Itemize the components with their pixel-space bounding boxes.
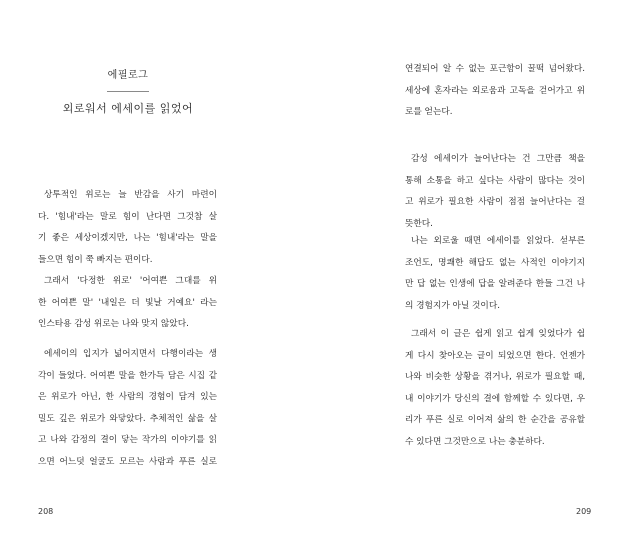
text-line: 수 있다면 그것만으로 나는 충분하다. — [405, 436, 545, 447]
text-line: 상투적인 위로는 늘 반감을 사기 마련이 — [44, 190, 217, 200]
text-line: 감성 에세이가 늘어난다는 건 그만큼 책을 — [411, 154, 585, 164]
right-paragraph-2 — [405, 149, 585, 235]
text-line: 한 어여쁜 말' '내일은 더 빛날 거예요' 라는 — [38, 297, 217, 308]
right-page — [312, 0, 624, 533]
left-paragraph-2 — [38, 344, 217, 473]
text-line: 연결되어 알 수 없는 포근함이 꿀떡 넘어왔다. — [405, 64, 585, 74]
text-line: 인스타용 감성 위로는 나와 맞지 않았다. — [38, 319, 189, 329]
chapter-subtitle: 외로워서 에세이를 읽었어 — [62, 102, 194, 115]
page-number: 209 — [576, 507, 592, 516]
text-line: 통해 소통을 하고 싶다는 사람이 많다는 것이 — [405, 175, 585, 186]
text-line: 그래서 '다정한 위로' '어여쁜 그대를 위 — [44, 276, 217, 286]
text-line: 고 나와 감정의 결이 닿는 작가의 이야기를 읽 — [38, 435, 217, 445]
text-line: 에세이의 입지가 넓어지면서 다행이라는 생 — [44, 349, 217, 359]
text-line: 으면 어느덧 얼굴도 모르는 사람과 푸른 실로 — [38, 456, 217, 467]
right-paragraph-4 — [405, 324, 585, 453]
right-paragraph-3 — [405, 231, 585, 317]
text-line: 세상에 혼자라는 외로움과 고독을 걷어가고 위 — [405, 85, 585, 96]
page-number: 208 — [38, 507, 54, 516]
text-line: 리가 푸른 실로 이어져 삶의 한 순간을 공유할 — [405, 415, 585, 425]
text-line: 로를 얻는다. — [405, 107, 453, 117]
text-line: 나와 비슷한 상황을 겪거나, 위로가 필요할 때, — [405, 372, 585, 382]
text-line: 각이 들었다. 어여쁜 말을 한가득 담은 시집 같 — [38, 370, 217, 381]
chapter-title: 에필로그 — [107, 70, 149, 81]
text-line: 게 다시 찾아오는 글이 되었으면 한다. 언젠가 — [405, 350, 585, 361]
text-line: 고 위로가 필요한 사람이 점점 늘어난다는 걸 — [405, 197, 585, 207]
right-paragraph-1 — [405, 59, 585, 124]
text-line: 은 위로가 아닌, 한 사람의 경험이 담겨 있는 — [38, 392, 217, 402]
title-divider — [107, 91, 149, 92]
text-line: 만 답 없는 인생에 답을 알려준다 한들 그건 나 — [405, 279, 585, 289]
text-line: 다. '힘내'라는 말로 힘이 난다면 그것참 살 — [38, 211, 217, 222]
text-line: 내 이야기가 당신의 결에 함께할 수 있다면, 우 — [405, 393, 585, 404]
text-line: 기 좋은 세상이겠지만, 나는 '힘내'라는 말을 — [38, 233, 217, 243]
text-line: 뜻한다. — [405, 218, 433, 229]
text-line: 의 경험지가 아닐 것이다. — [405, 300, 500, 311]
text-line: 그래서 이 글은 쉽게 읽고 쉽게 잊었다가 쉽 — [411, 329, 585, 339]
text-line: 조언도, 명쾌한 해답도 없는 사적인 이야기지 — [405, 257, 585, 268]
left-paragraph-1 — [38, 185, 217, 336]
text-line: 나는 외로울 때면 에세이를 읽었다. 섣부른 — [411, 236, 585, 246]
text-line: 밀도 깊은 위로가 와닿았다. 추체적인 삶을 살 — [38, 413, 217, 424]
text-line: 들으면 힘이 쭉 빠지는 편이다. — [38, 254, 153, 265]
